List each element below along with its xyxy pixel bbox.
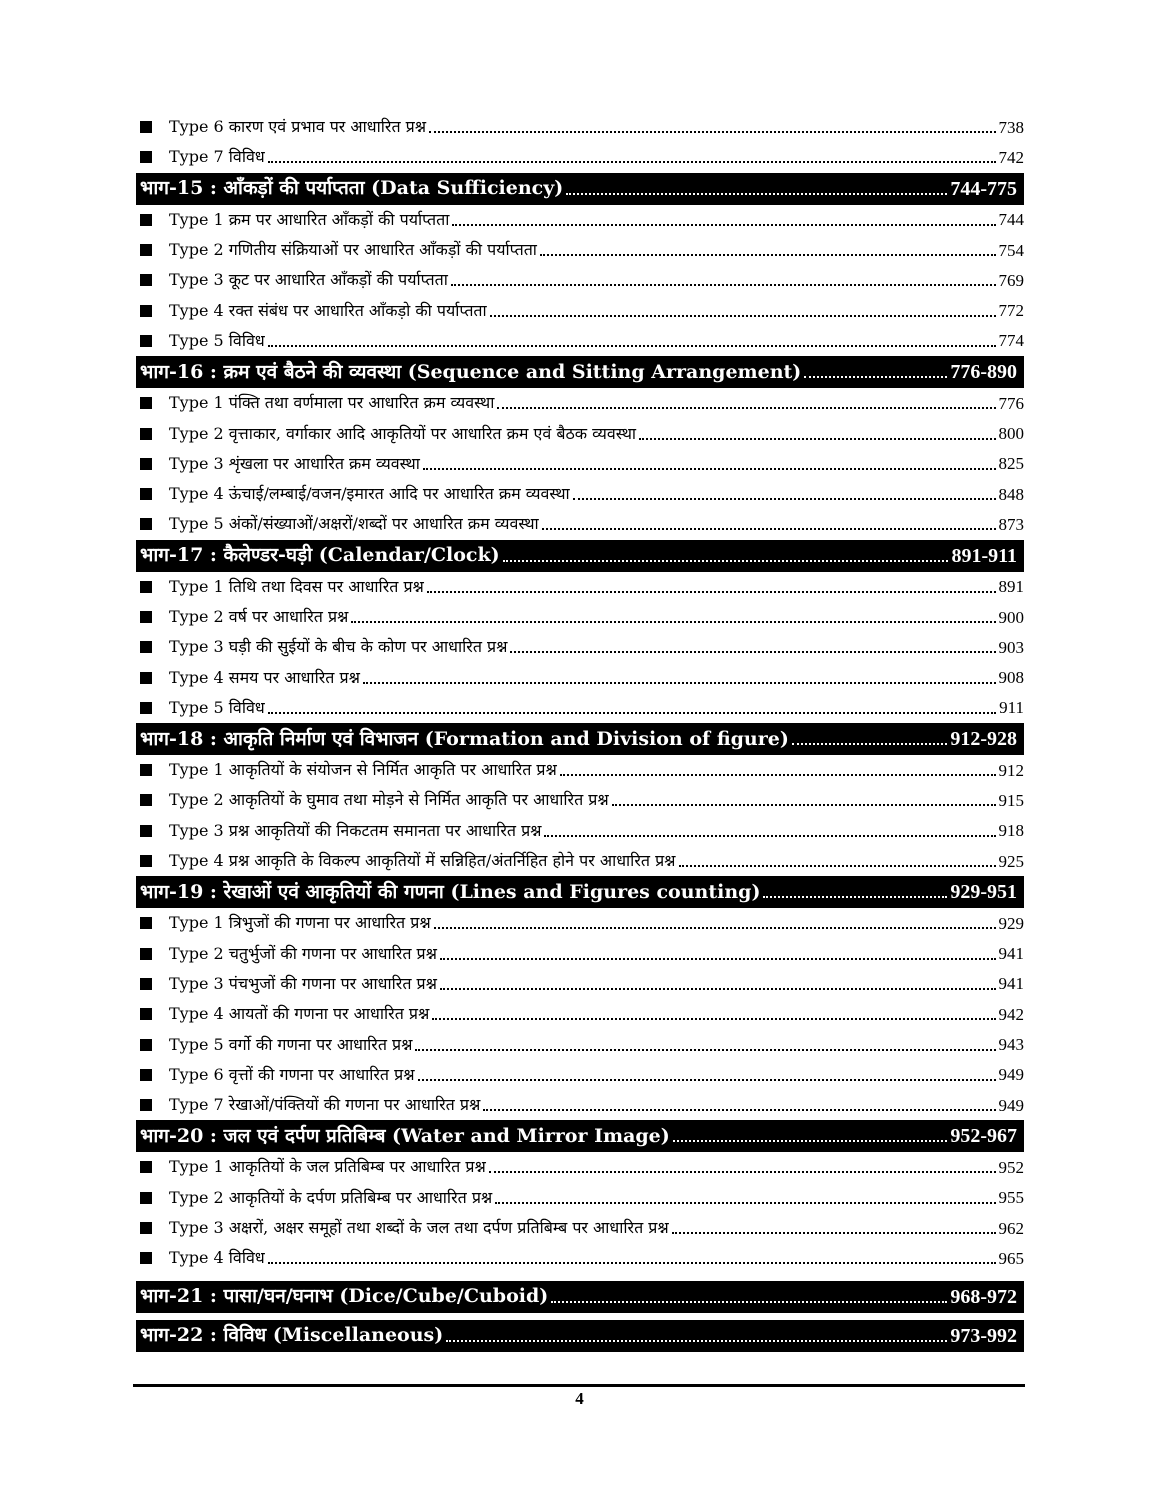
dot-leader: [497, 407, 995, 409]
square-bullet-icon: [140, 1161, 152, 1173]
dot-leader: [429, 131, 995, 133]
toc-item-page: 918: [998, 821, 1024, 841]
square-bullet-icon: [140, 702, 152, 714]
toc-item: [136, 785, 1024, 815]
toc-item: [136, 632, 1024, 662]
square-bullet-icon: [140, 978, 152, 990]
dot-leader: [351, 621, 995, 623]
toc-item-label: Type 3 पंचभुजों की गणना पर आधारित प्रश्न: [169, 973, 437, 993]
toc-item-page: 848: [998, 484, 1024, 504]
dot-leader: [566, 193, 947, 195]
toc-item-page: 912: [998, 760, 1024, 780]
toc-item-page: 949: [998, 1095, 1024, 1115]
section-header: [136, 1120, 1024, 1152]
toc-item: [136, 295, 1024, 325]
dot-leader: [510, 651, 995, 653]
toc-item: [136, 1090, 1024, 1120]
toc-item: [136, 846, 1024, 876]
toc-item-label: Type 2 वृत्ताकार, वर्गाकार आदि आकृतियों पर आधारित क्रम एवं बैठक व्यवस्था: [169, 423, 637, 443]
section-title: भाग-15 : आँकड़ों की पर्याप्तता (Data Sufficiency): [140, 177, 564, 200]
toc-item: [136, 205, 1024, 235]
square-bullet-icon: [140, 641, 152, 653]
square-bullet-icon: [140, 917, 152, 929]
toc-item-page: 774: [998, 331, 1024, 351]
toc-item-label: Type 1 आकृतियों के जल प्रतिबिम्ब पर आधारित प्रश्न: [169, 1157, 486, 1177]
toc-item: [136, 572, 1024, 602]
toc-item-label: Type 1 त्रिभुजों की गणना पर आधारित प्रश्न: [169, 913, 431, 933]
toc-item-page: 942: [998, 1004, 1024, 1024]
toc-item-label: Type 1 क्रम पर आधारित आँकड़ों की पर्याप्तता: [169, 209, 450, 229]
square-bullet-icon: [140, 458, 152, 470]
square-bullet-icon: [140, 1099, 152, 1111]
dot-leader: [612, 804, 996, 806]
toc-item-page: 943: [998, 1035, 1024, 1055]
dot-leader: [415, 1049, 995, 1051]
dot-leader: [446, 1340, 947, 1342]
dot-leader: [679, 865, 996, 867]
dot-leader: [804, 376, 947, 378]
table-of-contents: [136, 112, 1024, 1359]
square-bullet-icon: [140, 1069, 152, 1081]
square-bullet-icon: [140, 151, 152, 163]
toc-item-page: 769: [998, 270, 1024, 290]
toc-item-label: Type 3 घड़ी की सुईयों के बीच के कोण पर आधारित प्रश्न: [169, 637, 508, 657]
toc-item-page: 915: [998, 790, 1024, 810]
toc-item-label: Type 5 अंकों/संख्याओं/अक्षरों/शब्दों पर आधारित क्रम व्यवस्था: [169, 514, 539, 534]
toc-item-label: Type 5 विविध: [169, 330, 265, 350]
section-title: भाग-17 : कैलेण्डर-घड़ी (Calendar/Clock): [140, 544, 500, 567]
dot-leader: [673, 1140, 948, 1142]
section-page-range: 929-951: [950, 881, 1017, 904]
toc-item-page: 911: [999, 698, 1024, 718]
square-bullet-icon: [140, 1252, 152, 1264]
toc-item: [136, 693, 1024, 723]
toc-item: [136, 602, 1024, 632]
square-bullet-icon: [140, 397, 152, 409]
toc-item-page: 955: [998, 1188, 1024, 1208]
toc-item: [136, 1213, 1024, 1243]
section-page-range: 891-911: [951, 544, 1017, 567]
toc-item-page: 962: [998, 1218, 1024, 1238]
dot-leader: [423, 468, 996, 470]
dot-leader: [540, 254, 996, 256]
dot-leader: [542, 528, 996, 530]
toc-item-page: 925: [998, 851, 1024, 871]
dot-leader: [490, 315, 996, 317]
footer-rule: [133, 1384, 1025, 1387]
toc-item: [136, 509, 1024, 539]
section-page-range: 776-890: [950, 361, 1017, 384]
toc-item-label: Type 7 विविध: [169, 147, 265, 167]
dot-leader: [452, 224, 995, 226]
toc-item-label: Type 4 रक्त संबंध पर आधारित आँकड़ो की पर्याप्तता: [169, 300, 487, 320]
toc-item-page: 965: [998, 1248, 1024, 1268]
toc-item: [136, 1183, 1024, 1213]
dot-leader: [544, 835, 995, 837]
toc-item-label: Type 4 विविध: [169, 1248, 265, 1268]
toc-item-label: Type 2 गणितीय संक्रियाओं पर आधारित आँकड़ों की पर्याप्तता: [169, 240, 537, 260]
toc-item-page: 742: [998, 147, 1024, 167]
section-page-range: 744-775: [950, 177, 1017, 200]
toc-item-page: 941: [998, 974, 1024, 994]
toc-item-label: Type 1 आकृतियों के संयोजन से निर्मित आकृति पर आधारित प्रश्न: [169, 760, 557, 780]
square-bullet-icon: [140, 672, 152, 684]
toc-item-label: Type 4 प्रश्न आकृति के विकल्प आकृतियों में सन्निहित/अंतर्निहित होने पर आधारित प्रश्न: [169, 851, 676, 871]
toc-item: [136, 112, 1024, 142]
toc-item: [136, 1152, 1024, 1182]
toc-item-page: 825: [998, 454, 1024, 474]
toc-item: [136, 418, 1024, 448]
section-title: भाग-18 : आकृति निर्माण एवं विभाजन (Formation and Division of figure): [140, 727, 789, 750]
toc-item-label: Type 2 वर्ष पर आधारित प्रश्न: [169, 607, 349, 626]
toc-item: [136, 816, 1024, 846]
toc-item: [136, 388, 1024, 418]
square-bullet-icon: [140, 335, 152, 347]
toc-item: [136, 142, 1024, 172]
toc-item-page: 772: [998, 301, 1024, 321]
toc-item-page: 738: [998, 117, 1024, 137]
dot-leader: [763, 896, 947, 898]
dot-leader: [495, 1202, 995, 1204]
section-page-range: 968-972: [950, 1285, 1017, 1308]
square-bullet-icon: [140, 581, 152, 593]
toc-item: [136, 908, 1024, 938]
section-header: [136, 1281, 1024, 1313]
dot-leader: [432, 1018, 995, 1020]
section-header: [136, 173, 1024, 205]
dot-leader: [418, 1079, 996, 1081]
dot-leader: [489, 1171, 996, 1173]
dot-leader: [268, 1262, 996, 1264]
dot-leader: [434, 927, 996, 929]
section-header: [136, 876, 1024, 908]
square-bullet-icon: [140, 855, 152, 867]
toc-item-page: 800: [998, 424, 1024, 444]
toc-item-page: 929: [998, 913, 1024, 933]
square-bullet-icon: [140, 1039, 152, 1051]
toc-item: [136, 449, 1024, 479]
toc-item-label: Type 1 पंक्ति तथा वर्णमाला पर आधारित क्रम व्यवस्था: [169, 393, 495, 413]
toc-item-page: 891: [998, 577, 1024, 597]
toc-item-page: 903: [998, 637, 1024, 657]
toc-item-page: 949: [998, 1065, 1024, 1085]
toc-item: [136, 755, 1024, 785]
toc-item-label: Type 6 वृत्तों की गणना पर आधारित प्रश्न: [169, 1064, 415, 1084]
toc-item-page: 754: [998, 240, 1024, 260]
dot-leader: [427, 591, 996, 593]
toc-item-label: Type 4 ऊंचाई/लम्बाई/वजन/इमारत आदि पर आधारित क्रम व्यवस्था: [169, 484, 570, 504]
toc-item-label: Type 2 आकृतियों के घुमाव तथा मोड़ने से निर्मित आकृति पर आधारित प्रश्न: [169, 790, 609, 810]
toc-item-label: Type 3 अक्षरों, अक्षर समूहों तथा शब्दों के जल तथा दर्पण प्रतिबिम्ब पर आधारित प्रश्न: [169, 1218, 669, 1238]
toc-item: [136, 662, 1024, 692]
square-bullet-icon: [140, 518, 152, 530]
dot-leader: [451, 284, 996, 286]
square-bullet-icon: [140, 611, 152, 623]
section-title: भाग-16 : क्रम एवं बैठने की व्यवस्था (Sequence and Sitting Arrangement): [140, 360, 802, 383]
toc-item-label: Type 2 आकृतियों के दर्पण प्रतिबिम्ब पर आधारित प्रश्न: [169, 1187, 493, 1207]
dot-leader: [672, 1232, 996, 1234]
dot-leader: [551, 1301, 947, 1303]
dot-leader: [483, 1109, 995, 1111]
dot-leader: [440, 958, 996, 960]
square-bullet-icon: [140, 214, 152, 226]
section-title: भाग-19 : रेखाओं एवं आकृतियों की गणना (Lines and Figures counting): [140, 880, 761, 903]
section-title: भाग-21 : पासा/घन/घनाभ (Dice/Cube/Cuboid): [140, 1285, 549, 1307]
square-bullet-icon: [140, 794, 152, 806]
dot-leader: [503, 560, 949, 562]
toc-item: [136, 1060, 1024, 1090]
toc-item: [136, 969, 1024, 999]
toc-item-label: Type 5 विविध: [169, 697, 265, 717]
section-header: [136, 723, 1024, 755]
toc-item-page: 908: [998, 668, 1024, 688]
dot-leader: [268, 345, 996, 347]
toc-item: [136, 999, 1024, 1029]
section-header: [136, 540, 1024, 572]
square-bullet-icon: [140, 121, 152, 133]
toc-item-label: Type 4 आयतों की गणना पर आधारित प्रश्न: [169, 1004, 430, 1024]
square-bullet-icon: [140, 1192, 152, 1204]
toc-item: [136, 326, 1024, 356]
square-bullet-icon: [140, 948, 152, 960]
toc-item-page: 776: [998, 393, 1024, 413]
section-header: [136, 1320, 1024, 1352]
toc-item-page: 952: [998, 1157, 1024, 1177]
section-page-range: 912-928: [950, 728, 1017, 751]
dot-leader: [560, 774, 996, 776]
toc-item-label: Type 5 वर्गो की गणना पर आधारित प्रश्न: [169, 1034, 413, 1054]
toc-item-label: Type 2 चतुर्भुजों की गणना पर आधारित प्रश्न: [169, 943, 437, 963]
toc-item-page: 744: [998, 210, 1024, 230]
toc-item: [136, 939, 1024, 969]
toc-item: [136, 1029, 1024, 1059]
toc-item-page: 900: [998, 607, 1024, 627]
square-bullet-icon: [140, 274, 152, 286]
toc-item-label: Type 3 प्रश्न आकृतियों की निकटतम समानता पर आधारित प्रश्न: [169, 820, 542, 840]
square-bullet-icon: [140, 1222, 152, 1234]
dot-leader: [792, 743, 948, 745]
section-page-range: 973-992: [950, 1324, 1017, 1347]
square-bullet-icon: [140, 1008, 152, 1020]
square-bullet-icon: [140, 825, 152, 837]
square-bullet-icon: [140, 305, 152, 317]
toc-item-label: Type 4 समय पर आधारित प्रश्न: [169, 667, 360, 687]
toc-item: [136, 235, 1024, 265]
toc-item-page: 873: [998, 514, 1024, 534]
square-bullet-icon: [140, 428, 152, 440]
toc-item: [136, 265, 1024, 295]
toc-item-label: Type 6 कारण एवं प्रभाव पर आधारित प्रश्न: [169, 117, 427, 137]
dot-leader: [440, 988, 996, 990]
dot-leader: [363, 682, 996, 684]
dot-leader: [268, 161, 996, 163]
square-bullet-icon: [140, 488, 152, 500]
toc-item-label: Type 3 शृंखला पर आधारित क्रम व्यवस्था: [169, 453, 420, 473]
square-bullet-icon: [140, 244, 152, 256]
section-page-range: 952-967: [950, 1125, 1017, 1148]
section-title: भाग-20 : जल एवं दर्पण प्रतिबिम्ब (Water and Mirror Image): [140, 1124, 670, 1147]
toc-item: [136, 1243, 1024, 1273]
dot-leader: [573, 498, 996, 500]
toc-item-label: Type 1 तिथि तथा दिवस पर आधारित प्रश्न: [169, 576, 424, 596]
section-header: [136, 356, 1024, 388]
toc-item: [136, 479, 1024, 509]
dot-leader: [268, 712, 996, 714]
section-title: भाग-22 : विविध (Miscellaneous): [140, 1324, 444, 1346]
page-number: 4: [575, 1389, 584, 1408]
toc-item-page: 941: [998, 944, 1024, 964]
dot-leader: [639, 438, 995, 440]
square-bullet-icon: [140, 764, 152, 776]
toc-item-label: Type 3 कूट पर आधारित आँकड़ों की पर्याप्तता: [169, 270, 448, 290]
toc-item-label: Type 7 रेखाओं/पंक्तियों की गणना पर आधारित प्रश्न: [169, 1095, 481, 1115]
